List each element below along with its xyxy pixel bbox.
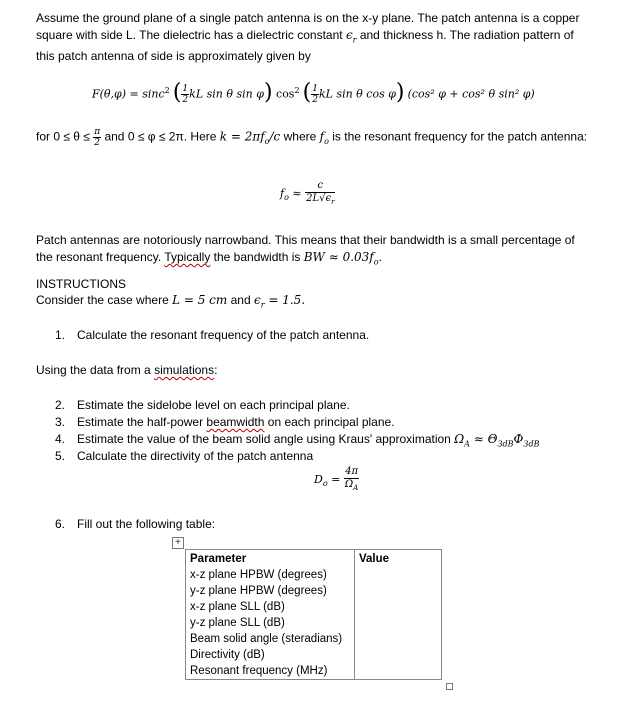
step-3-text-1: Estimate the half-power [77, 415, 207, 429]
k-expression-c: /c [269, 129, 281, 144]
directivity-equation [314, 466, 359, 494]
eq2-den-sub: r [331, 198, 335, 206]
eq1-cos-power: 2 [294, 85, 300, 95]
table-cell-parameter[interactable]: Directivity (dB) [186, 647, 355, 663]
table-cell-value[interactable] [355, 663, 442, 680]
step-3-text-2: on each principal plane. [264, 415, 395, 429]
resonant-frequency-equation [280, 180, 335, 208]
table-cell-parameter[interactable]: y-z plane SLL (dB) [186, 615, 355, 631]
eq2-approx: ≈ [288, 186, 306, 200]
using-data-text: Using the data from a [36, 363, 155, 377]
table-row [186, 599, 442, 615]
step-6 [55, 516, 215, 533]
step-1-number: 1. [55, 328, 66, 342]
using-data-colon: : [214, 363, 218, 377]
case-and: and [227, 293, 254, 307]
pi-num: π [94, 127, 101, 137]
step-6-number: 6. [55, 517, 66, 531]
step-6-text: Fill out the following table: [77, 517, 216, 531]
instructions-heading: INSTRUCTIONS [36, 277, 126, 291]
range-text-1: for 0 ≤ θ ≤ [36, 129, 94, 144]
table-cell-value[interactable] [355, 631, 442, 647]
eq2-lhs-sub: o [284, 193, 289, 203]
bw-period: . [378, 250, 382, 264]
step-3-number: 3. [55, 415, 66, 429]
table-row [186, 583, 442, 599]
pi-den: 2 [94, 138, 101, 148]
epsilon-symbol: ϵ [345, 28, 353, 42]
eq1-lhs: F(θ,φ) = [92, 87, 143, 101]
intro-text-1: Assume the ground plane of a single patch antenna is on the x-y plane. The patch antenna is a copper square with side L. The dielectric has a dielectric constant [36, 11, 580, 42]
eq1-sinc: sinc [142, 87, 165, 101]
step-4-number: 4. [55, 432, 66, 446]
beamwidth-word: beamwidth [206, 415, 265, 429]
step-2-number: 2. [55, 398, 66, 412]
eq1-arg2: kL sin θ cos φ [318, 87, 396, 101]
eq3-num: 4π [345, 466, 359, 477]
step-4-omega-sub: A [464, 439, 470, 449]
range-text-2: and 0 ≤ φ ≤ 2π. Here [101, 129, 220, 144]
eq1-sinc-power: 2 [164, 85, 170, 95]
table-cell-value[interactable] [355, 583, 442, 599]
table-row [186, 567, 442, 583]
bw-expression: BW ≈ 0.03f [303, 250, 374, 264]
table-header-parameter: Parameter [186, 550, 355, 568]
range-paragraph [36, 127, 592, 150]
typically-word: Typically [164, 250, 211, 264]
table-cell-parameter[interactable]: y-z plane HPBW (degrees) [186, 583, 355, 599]
step-4-theta-sub: 3dB [497, 439, 514, 449]
eq1-tail: (cos² φ + cos² θ sin² φ) [407, 87, 535, 101]
table-header-row [186, 550, 442, 568]
eq2-den: 2L√ϵ [306, 193, 332, 204]
simulations-word: simulations [154, 363, 215, 377]
results-table [185, 549, 442, 680]
step-3 [55, 414, 395, 431]
step-1-text: Calculate the resonant frequency of the patch antenna. [77, 328, 370, 342]
step-1 [55, 327, 369, 344]
eq3-lhs-sub: o [322, 479, 328, 489]
step-4-omega: Ω [454, 432, 465, 446]
k-expression: k = 2πf [219, 129, 265, 144]
eq1-frac1-den: 2 [182, 95, 189, 105]
table-row [186, 615, 442, 631]
eq1-arg1: kL sin θ sin φ [189, 87, 264, 101]
table-cell-value[interactable] [355, 567, 442, 583]
intro-text-2: and thickness h. The radiation pattern of this patch antenna of side is approximately given by [36, 28, 574, 64]
fo-sub: o [324, 137, 329, 147]
table-row [186, 647, 442, 663]
eq1-frac1-num: 1 [182, 84, 189, 94]
step-2 [55, 397, 350, 414]
step-5-number: 5. [55, 449, 66, 463]
table-cell-value[interactable] [355, 615, 442, 631]
case-eps-sub: r [260, 300, 265, 310]
step-5 [55, 448, 313, 465]
table-cell-parameter[interactable]: x-z plane SLL (dB) [186, 599, 355, 615]
case-eps: ϵ [253, 293, 261, 307]
table-row [186, 663, 442, 680]
table-row [186, 631, 442, 647]
narrowband-text-2: the bandwidth is [210, 250, 304, 264]
table-cell-value[interactable] [355, 647, 442, 663]
radiation-pattern-equation: F(θ,φ) = sinc$^2$ ( $\frac{1}{2}$ kL sin θ sin φ) $\cos^2$ ( $\frac{1}{2}$ kL sin θ cos φ) (cos² φ + cos² θ sin² φ) [92, 79, 535, 105]
range-text-3: where [280, 129, 320, 144]
eq1-frac2-num: 1 [312, 84, 318, 94]
table-cell-parameter[interactable]: x-z plane HPBW (degrees) [186, 567, 355, 583]
step-5-text: Calculate the directivity of the patch antenna [77, 449, 314, 463]
intro-paragraph [36, 10, 592, 65]
fo-symbol: f [319, 129, 325, 144]
move-icon[interactable]: + [172, 537, 184, 549]
using-data-paragraph [36, 362, 592, 379]
table-header-value: Value [355, 550, 442, 568]
step-4-phi: Φ [513, 432, 524, 446]
table-cell-parameter[interactable]: Resonant frequency (MHz) [186, 663, 355, 680]
eq3-den: Ω [344, 479, 354, 490]
step-4-text: Estimate the value of the beam solid angle using Kraus' approximation [77, 432, 455, 446]
eq3-den-sub: A [353, 484, 359, 492]
step-2-text: Estimate the sidelobe level on each principal plane. [77, 398, 350, 412]
eq3-equals: = [327, 472, 344, 486]
eq2-num: c [305, 180, 335, 193]
step-4-theta: ≈ Θ [469, 432, 498, 446]
range-text-4: is the resonant frequency for the patch antenna: [328, 129, 588, 144]
eq1-frac2-den: 2 [312, 95, 318, 105]
k-expression-sub: o [264, 137, 270, 147]
table-cell-value[interactable] [355, 599, 442, 615]
epsilon-subscript: r [352, 35, 357, 45]
case-text-1: Consider the case where [36, 293, 173, 307]
step-4-phi-sub: 3dB [523, 439, 540, 449]
narrowband-text-1: Patch antennas are notoriously narrowband. This means that their bandwidth is a small percentage of the resonant frequency. [36, 233, 575, 264]
table-cell-parameter[interactable]: Beam solid angle (steradians) [186, 631, 355, 647]
eq2-lhs: f [280, 186, 285, 200]
case-L: L = 5 cm [172, 293, 228, 307]
resize-icon[interactable] [446, 683, 453, 690]
bw-sub: o [373, 257, 379, 267]
eq1-cos: cos [272, 87, 295, 101]
eq3-lhs: D [314, 472, 323, 486]
case-val: = 1.5. [264, 293, 306, 307]
case-paragraph [36, 292, 592, 313]
narrowband-paragraph [36, 232, 592, 270]
